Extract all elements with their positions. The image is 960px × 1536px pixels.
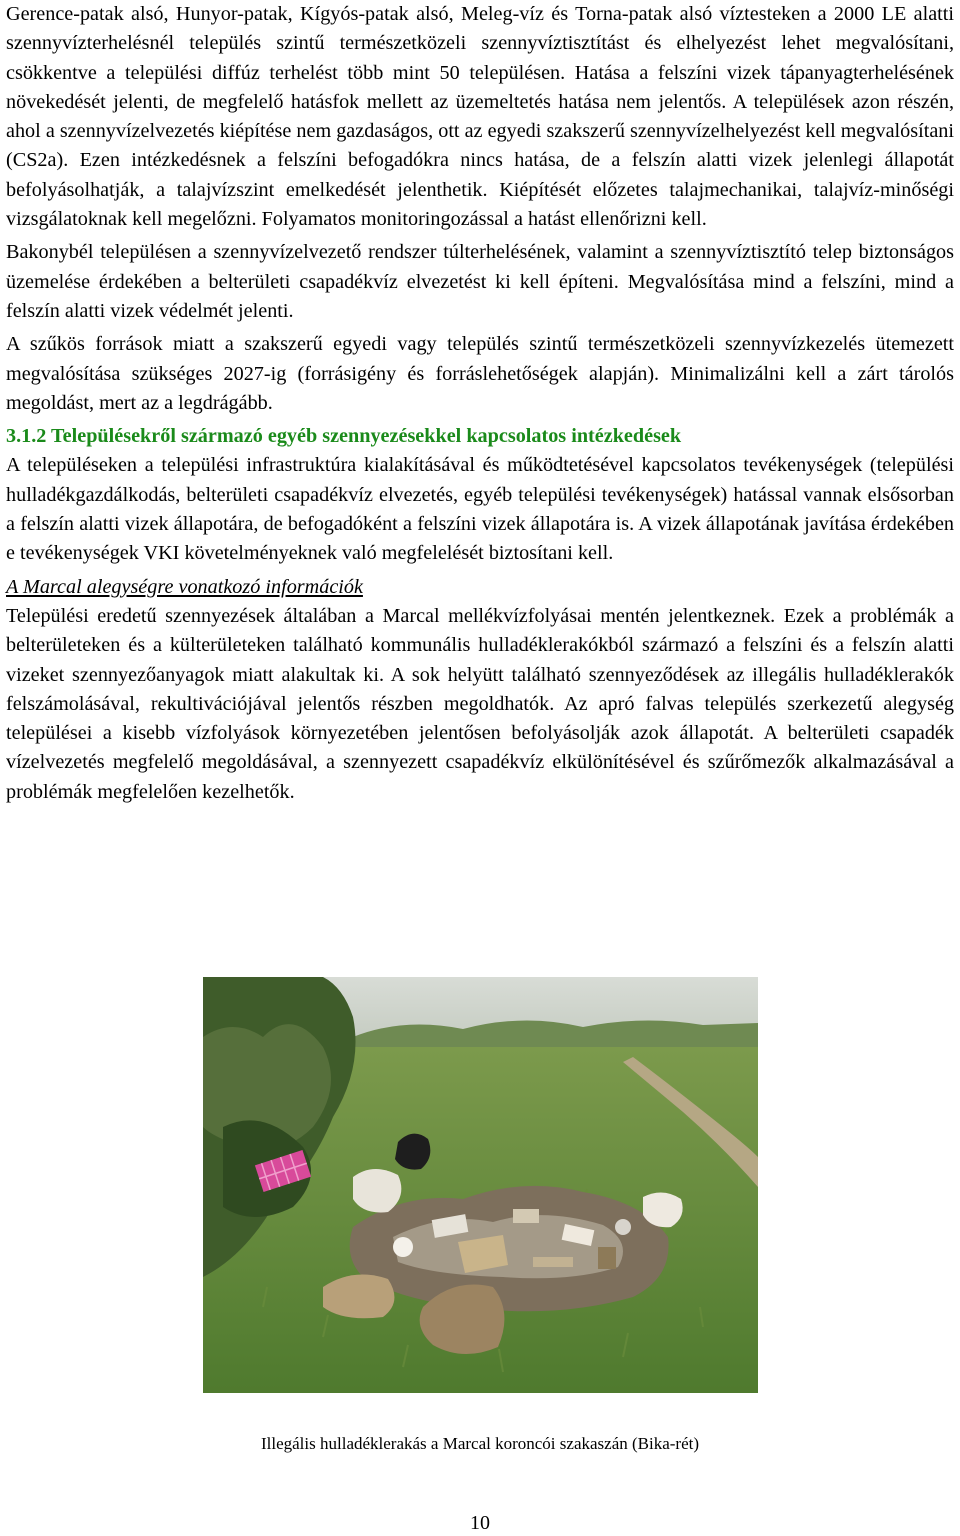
paragraph-marcal: Települési eredetű szennyezések általában a Marcal mellékvízfolyásai mentén jelentkeznek. Ezek a problémák a belterületeken és a külterületeken található kommunális hulladéklerakókból származó a felszíni és a felszín alatti vizeket szennyezőanyagok miatt alakultak ki. A sok helyütt található szennyeződések az illegális hulladéklerakók felszámolásával, rekultivációjával jelentős részben megoldhatók. Az apró falvas település szerkezetű alegység települései a kisebb vízfolyások környezetében jelentősen befolyásolják azok állapotát. A belterületi csapadék vízelvezetés megfelelő megoldásával, a szennyezett csapadékvíz elkülönítésével és szűrőmezők alkalmazásával a problémák megfelelően kezelhetők. — [6, 604, 954, 803]
page-number: 10 — [470, 1512, 490, 1534]
illegal-dumping-photo — [203, 977, 758, 1393]
paragraph-bakonybel: Bakonybél településen a szennyvízelvezető rendszer túlterhelésének, valamint a szennyvíztisztító telep biztonságos üzemelése érdekében a belterületi csapadékvíz elvezetést ki kell építeni. Megvalósítása mind a felszíni, mind a felszín alatti vizek védelmét jelenti. — [6, 241, 954, 322]
section-heading: 3.1.2 Településekről származó egyéb szennyezésekkel kapcsolatos intézkedések — [6, 425, 682, 448]
subsection-heading: A Marcal alegységre vonatkozó információk — [6, 575, 363, 598]
paragraph-limited-resources: A szűkös források miatt a szakszerű egyedi vagy település szintű természetközeli szennyvízkezelés ütemezett megvalósítása szükséges 2027-ig (forrásigény és forráslehetőségek alapján). Minimalizálni kell a zárt tárolós megoldást, mert az a legdrágább. — [6, 333, 954, 414]
photo-caption: Illegális hulladéklerakás a Marcal koroncói szakaszán (Bika-rét) — [260, 1434, 700, 1453]
paragraph-wastewater-treatment: Gerence-patak alsó, Hunyor-patak, Kígyós-patak alsó, Meleg-víz és Torna-patak alsó víztesteken a 2000 LE alatti szennyvízterhelésnél település szintű természetközeli szennyvíztisztítást és elhelyezést lehet megvalósítani, csökkentve a települési diffúz terhelést több mint 50 településen. Hatása a felszíni vizek tápanyagterhelésének növekedését jelenti, de megfelelő hatásfok mellett az üzemeltetés hatása nem jelentős. A települések azon részén, ahol a szennyvízelvezetés kiépítése nem gazdaságos, ott az egyedi szakszerű szennyvízelhelyezést kell megvalósítani (CS2a). Ezen intézkedésnek a felszíni befogadókra nincs hatása, de a felszín alatti vizek jelenlegi állapotát befolyásolhatják, a talajvízszint emelkedését jelenthetik. Kiépítését előzetes talajmechanikai, talajvíz-minőségi vizsgálatoknak kell megelőzni. Folyamatos monitoringozással a hatást ellenőrizni kell. — [6, 3, 954, 231]
paragraph-infrastructure: A településeken a települési infrastruktúra kialakításával és működtetésével kapcsolatos tevékenységek (települési hulladékgazdálkodás, belterületi csapadékvíz elvezetés, egyéb települési tevékenységek) hatással vannak elsősorban a felszín alatti vizek állapotára, de befogadóként a felszíni vizek állapotára is. A vizek állapotának javítása érdekében e tevékenységek VKI követelményeknek való megfelelését biztosítani kell. — [6, 454, 954, 565]
document-body — [6, 0, 954, 807]
